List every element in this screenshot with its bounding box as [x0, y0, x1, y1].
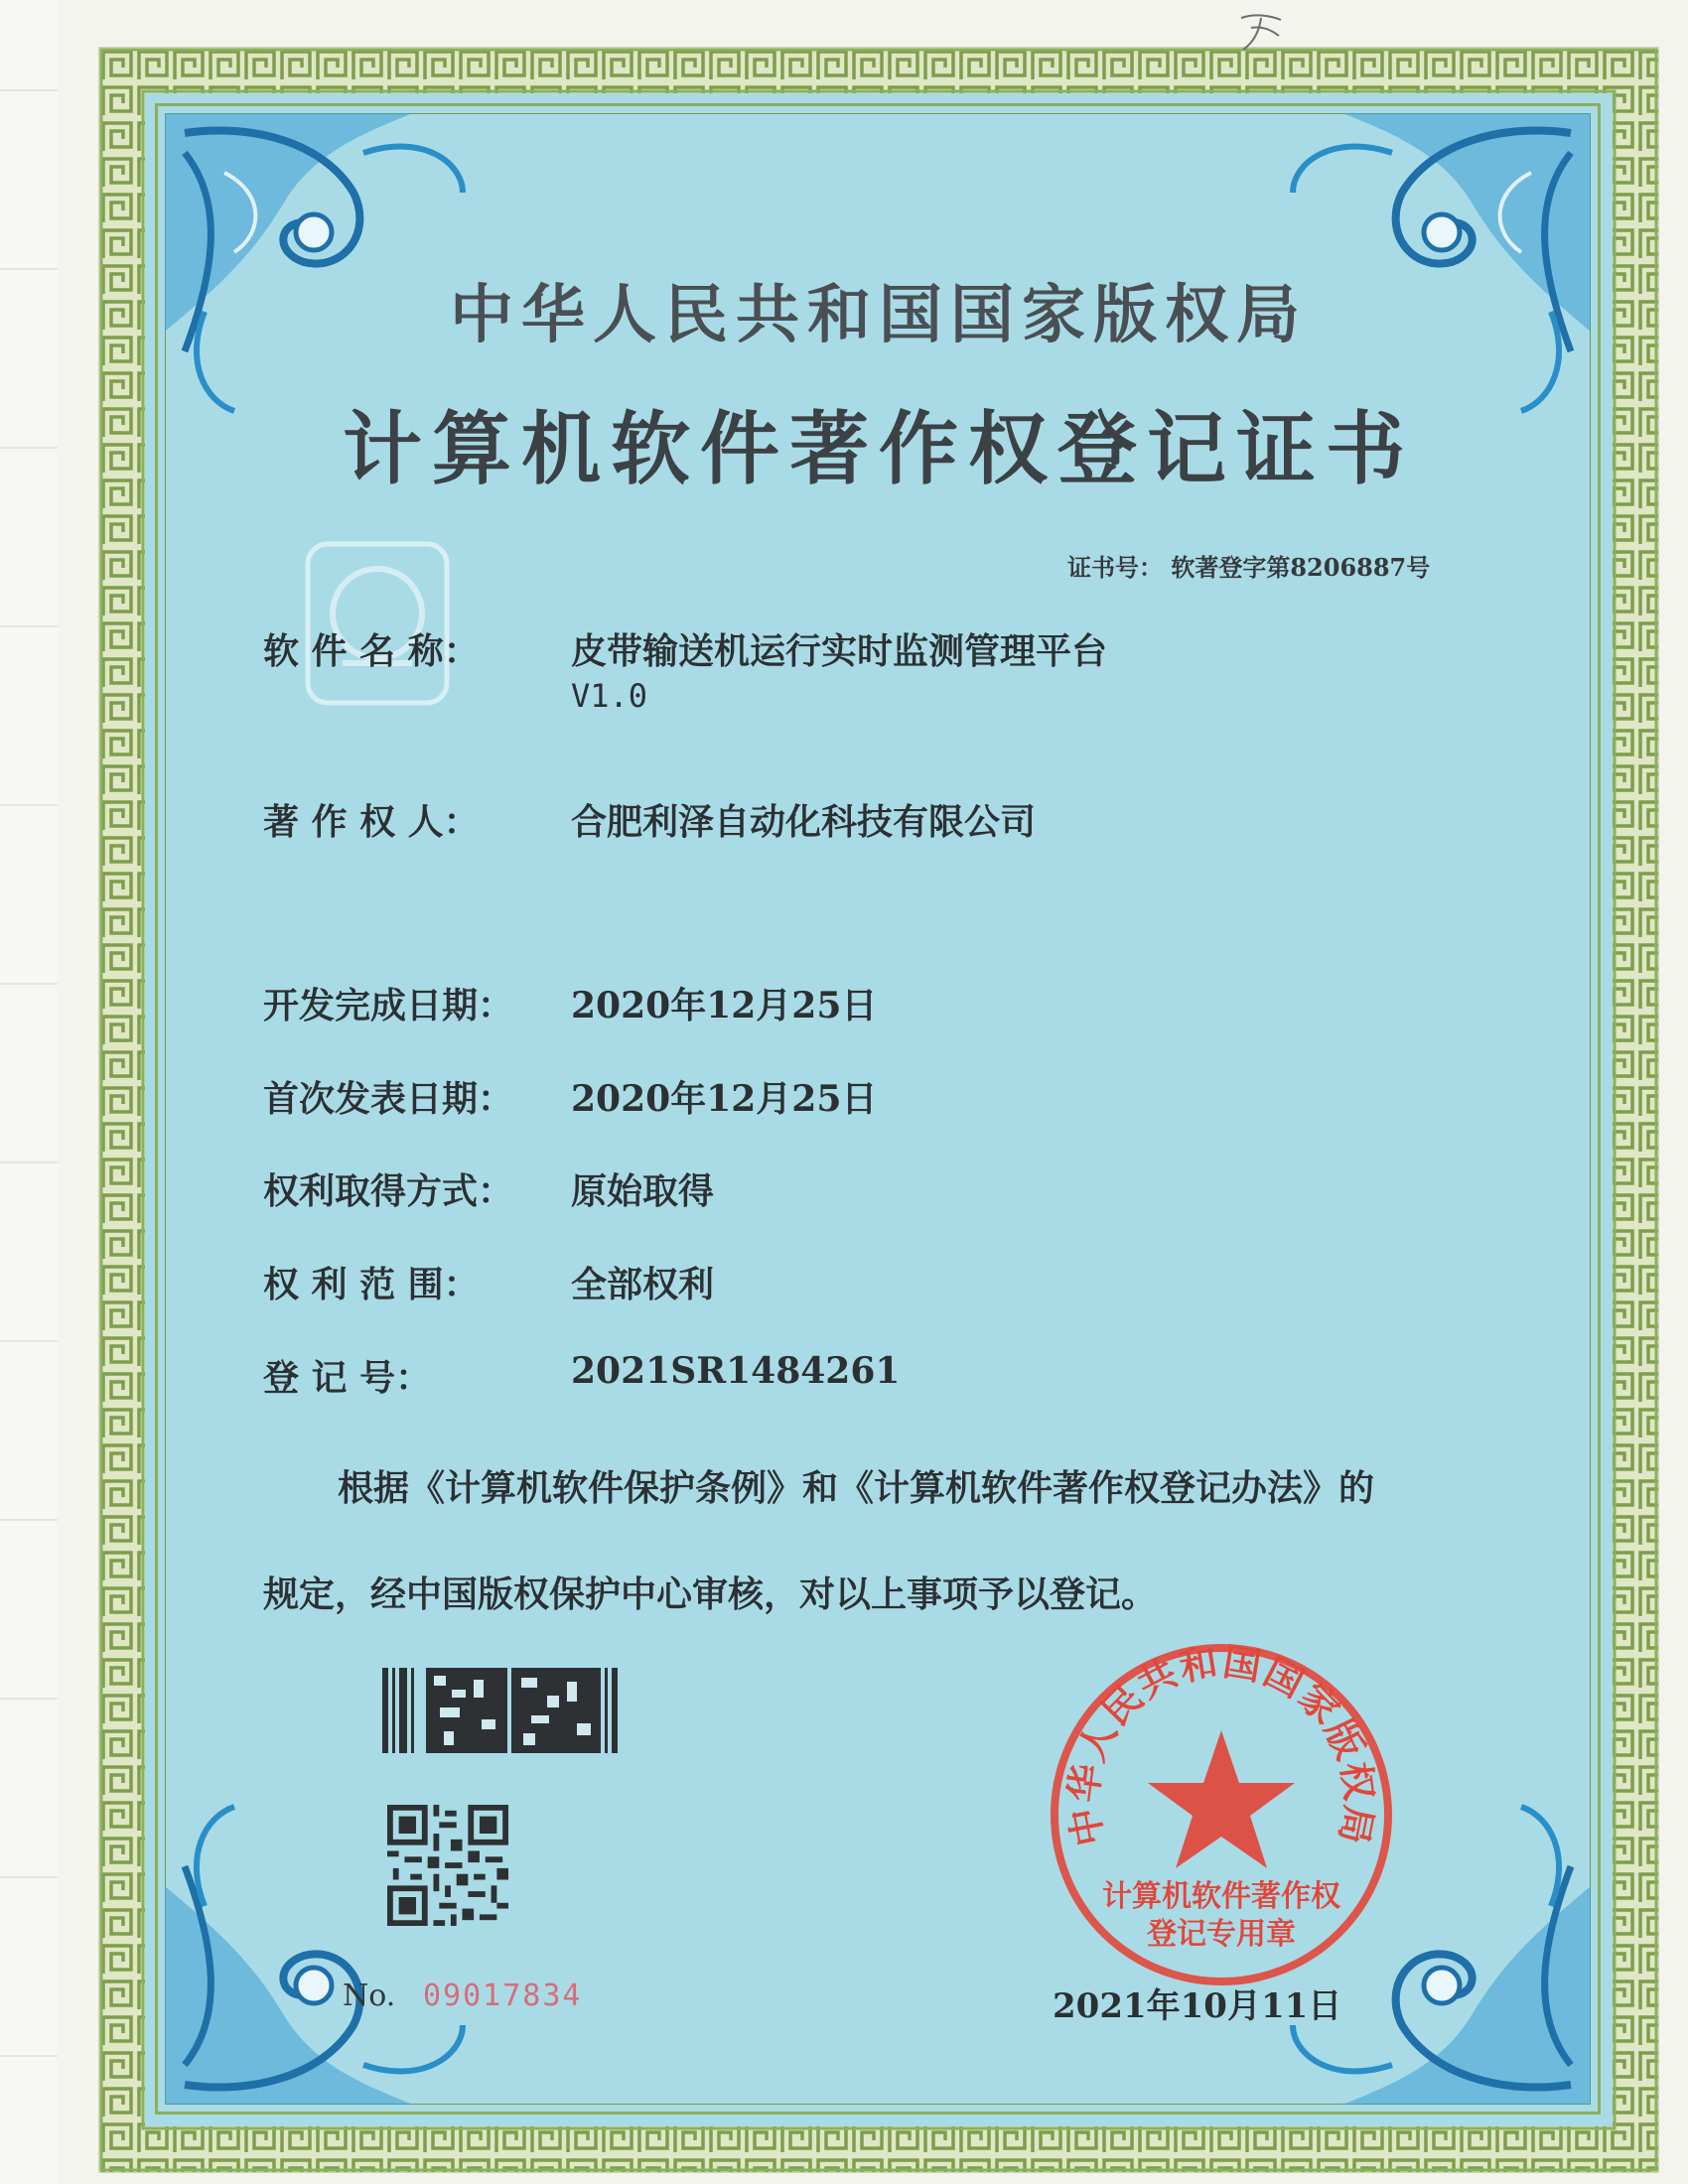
qr-code-icon	[387, 1805, 508, 1926]
certificate	[99, 48, 1658, 2172]
field-software-name	[263, 623, 1455, 674]
official-seal	[1043, 1636, 1400, 1993]
seal-inner-line-2: 登记专用章	[1147, 1917, 1296, 1952]
field-rights-scope	[263, 1257, 1455, 1307]
serial-number: 09017834	[423, 1979, 583, 2013]
field-label: 首次发表日期：	[263, 1078, 514, 1120]
field-value: 2021SR1484261	[571, 1350, 901, 1392]
field-label: 开发完成日期：	[263, 985, 514, 1026]
field-value: 原始取得	[571, 1170, 715, 1212]
field-copyright-owner	[263, 794, 1455, 845]
field-label: 权 利 范 围：	[263, 1264, 480, 1305]
field-label: 著 作 权 人：	[263, 801, 480, 843]
field-label: 权利取得方式：	[263, 1170, 514, 1212]
field-development-date	[263, 978, 1455, 1028]
scan-edge	[0, 0, 58, 2184]
field-value: 合肥利泽自动化科技有限公司	[571, 801, 1037, 843]
issuer-heading: 中华人民共和国国家版权局	[450, 278, 1308, 352]
software-version: V1.0	[571, 677, 648, 715]
statement-line-2: 规定，经中国版权保护中心审核，对以上事项予以登记。	[263, 1573, 1158, 1615]
certificate-title: 计算机软件著作权登记证书	[343, 402, 1415, 495]
field-registration-number	[263, 1350, 1455, 1401]
seal-inner-line-1: 计算机软件著作权	[1102, 1879, 1340, 1914]
field-publication-date	[263, 1071, 1455, 1122]
field-value: 全部权利	[571, 1264, 715, 1305]
issue-date: 2021年10月11日	[1053, 1986, 1342, 2026]
barcode-icon	[382, 1668, 621, 1753]
certificate-number: 证书号： 软著登字第8206887号	[1067, 553, 1431, 582]
field-value: 2020年12月25日	[571, 1078, 878, 1120]
field-value: 皮带输送机运行实时监测管理平台	[571, 630, 1108, 672]
serial-label: No.	[343, 1979, 396, 2013]
handwritten-mark	[1231, 8, 1291, 58]
field-label: 登 记 号：	[263, 1357, 432, 1399]
field-label: 软 件 名 称：	[263, 630, 480, 672]
field-value: 2020年12月25日	[571, 985, 878, 1026]
statement-line-1: 根据《计算机软件保护条例》和《计算机软件著作权登记办法》的	[338, 1467, 1375, 1509]
seal-outer-text: 中华人民共和国国家版权局	[1060, 1639, 1382, 1850]
field-acquisition-method	[263, 1163, 1455, 1214]
seal-star-icon	[1148, 1730, 1295, 1868]
